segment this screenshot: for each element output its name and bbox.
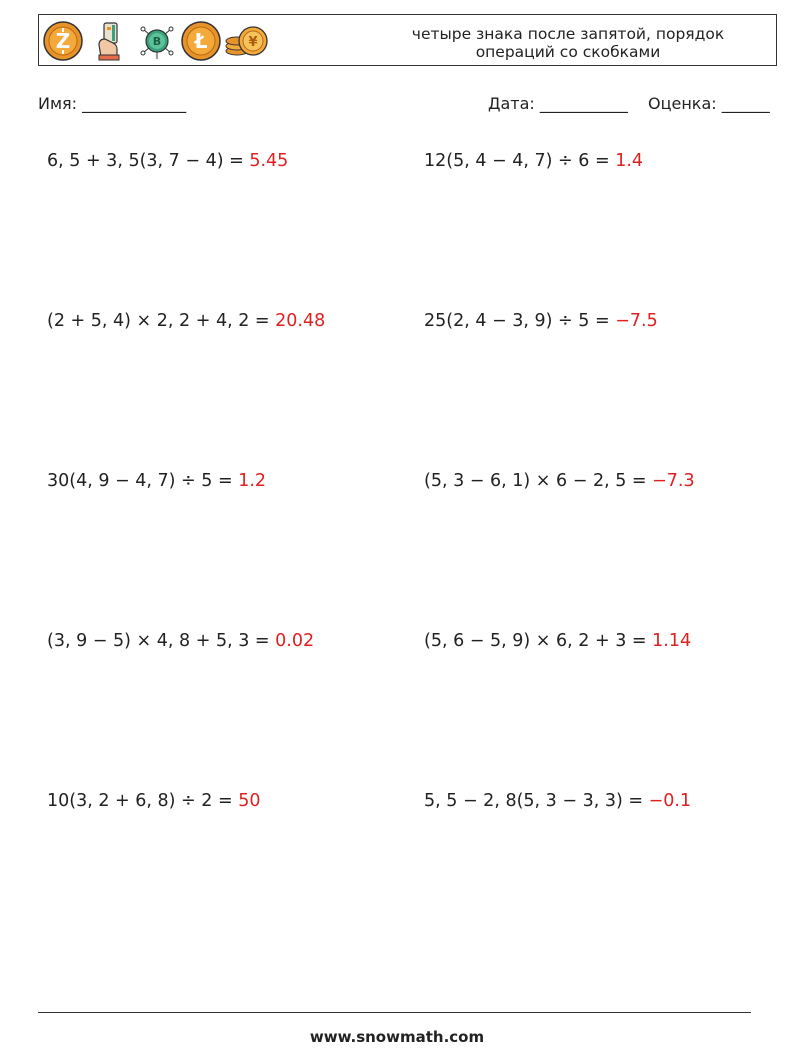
problem-expression: (5, 6 − 5, 9) × 6, 2 + 3 = (424, 631, 653, 651)
problem-expression: (2 + 5, 4) × 2, 2 + 4, 2 = (47, 311, 276, 331)
problem-expression: 10(3, 2 + 6, 8) ÷ 2 = (47, 791, 239, 811)
bitcoin-network-icon (137, 21, 177, 61)
worksheet-title (388, 25, 748, 61)
problem-answer: −0.1 (648, 791, 692, 811)
problem-expression: 6, 5 + 3, 5(3, 7 − 4) = (47, 151, 250, 171)
problem-answer: 1.2 (238, 471, 267, 491)
zcash-coin-icon (43, 21, 83, 61)
svg-text:¥: ¥ (248, 35, 258, 50)
worksheet-header (38, 14, 777, 66)
problem-expression: (5, 3 − 6, 1) × 6 − 2, 5 = (424, 471, 653, 491)
problem-answer: 1.14 (652, 631, 692, 651)
problem-answer: 0.02 (275, 631, 315, 651)
title-line-1: четыре знака после запятой, порядок (411, 25, 725, 43)
name-field: Имя: _____________ (38, 94, 187, 113)
grade-field: Оценка: ______ (648, 94, 770, 113)
yen-coins-icon (225, 21, 269, 61)
problem-expression: 12(5, 4 − 4, 7) ÷ 6 = (424, 151, 616, 171)
problem-answer: −7.5 (615, 311, 658, 331)
problem-4 (424, 311, 658, 331)
svg-text:B: B (152, 35, 162, 48)
footer-url: www.snowmath.com (309, 1028, 485, 1046)
problem-expression: (3, 9 − 5) × 4, 8 + 5, 3 = (47, 631, 276, 651)
problem-6 (424, 471, 695, 491)
problem-expression: 25(2, 4 − 3, 9) ÷ 5 = (424, 311, 616, 331)
svg-text:Ł: Ł (194, 29, 208, 53)
date-field: Дата: ___________ (488, 94, 628, 113)
problem-expression: 30(4, 9 − 4, 7) ÷ 5 = (47, 471, 239, 491)
problem-9 (47, 791, 261, 811)
problem-expression: 5, 5 − 2, 8(5, 3 − 3, 3) = (424, 791, 649, 811)
title-line-2: операций со скобками (475, 43, 661, 61)
problem-answer: −7.3 (652, 471, 695, 491)
problem-3 (47, 311, 325, 331)
footer-divider (38, 1012, 751, 1013)
hand-card-icon (95, 21, 125, 61)
svg-text:Z: Z (55, 29, 71, 53)
problem-answer: 20.48 (275, 311, 326, 331)
problem-5 (47, 471, 266, 491)
problem-1 (47, 151, 288, 171)
problem-7 (47, 631, 314, 651)
problem-answer: 1.4 (615, 151, 644, 171)
problem-8 (424, 631, 691, 651)
problem-2 (424, 151, 643, 171)
problem-answer: 50 (238, 791, 261, 811)
problem-10 (424, 791, 691, 811)
litecoin-coin-icon (181, 21, 221, 61)
header-icons (43, 21, 273, 61)
problem-answer: 5.45 (249, 151, 289, 171)
